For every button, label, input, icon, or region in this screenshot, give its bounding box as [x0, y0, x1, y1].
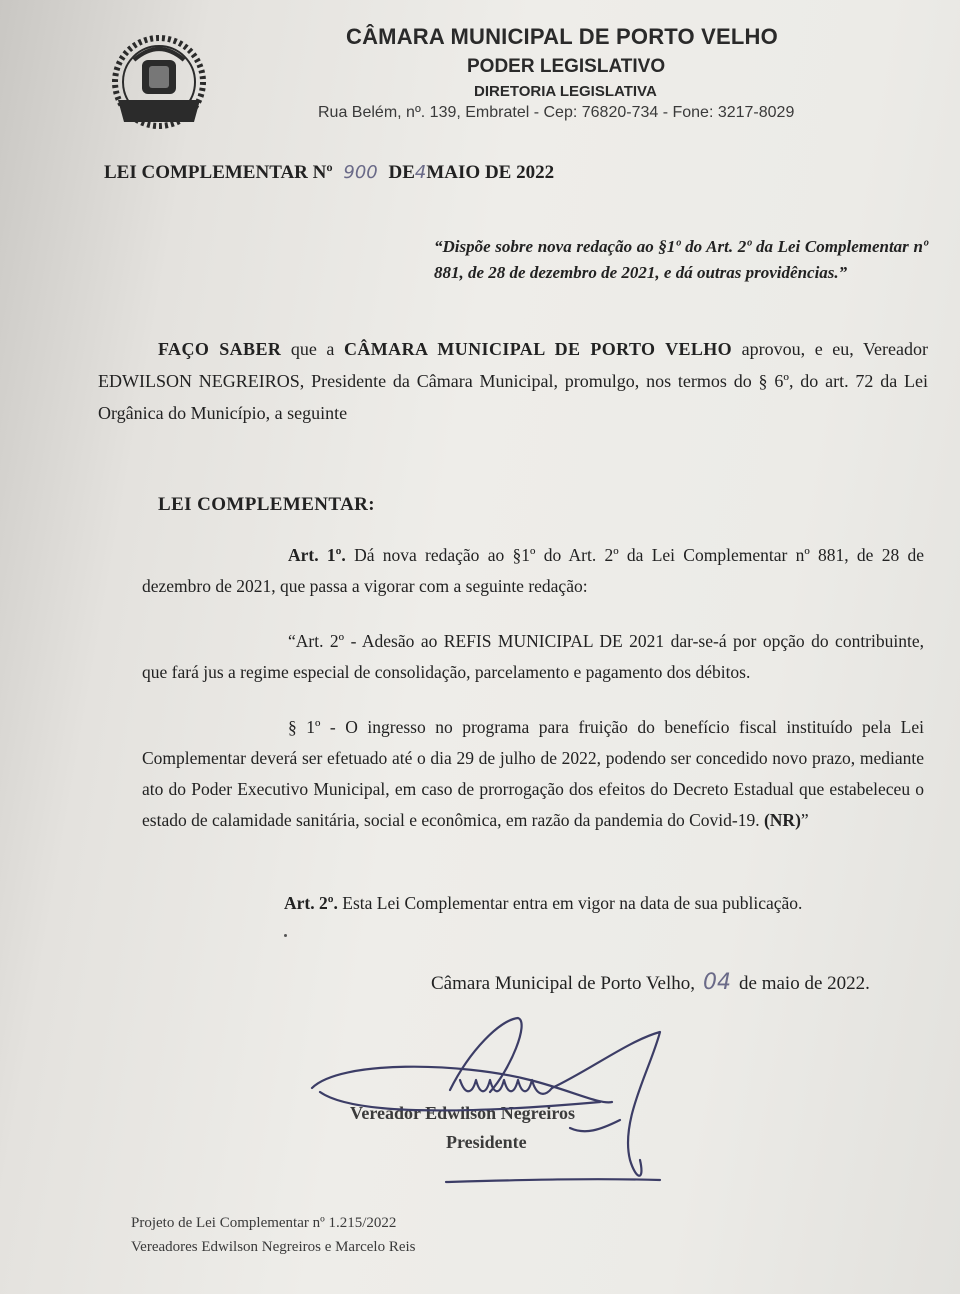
institution-title: CÂMARA MUNICIPAL DE PORTO VELHO: [346, 24, 778, 49]
paragraph-1-text: § 1º - O ingresso no programa para fruição do benefício fiscal instituído pela Lei Complementar deverá ser efetuado até o dia 29 de julho de 2022, podendo ser concedido novo prazo, mediante ato do Poder Executivo Municipal, em caso de prorrogação dos efeitos do Decreto Estadual que estabeleceu o estado de calamidade sanitária, social e econômica, em razão da pandemia do Covid-19.: [142, 717, 924, 830]
law-title: [104, 162, 554, 184]
article-2-label: Art. 2º.: [284, 893, 338, 913]
place-date-day-handwritten: 04: [703, 970, 732, 995]
directorate-title: DIRETORIA LEGISLATIVA: [474, 83, 657, 100]
article-1-label: Art. 1º.: [288, 545, 346, 565]
branch-title: PODER LEGISLATIVO: [467, 56, 666, 77]
law-day-handwritten: 4: [414, 162, 427, 183]
intro-bold-camara: CÂMARA MUNICIPAL DE PORTO VELHO: [343, 339, 733, 359]
intro-bold-faco-saber: FAÇO SABER: [158, 339, 282, 359]
intro-paragraph: [98, 333, 928, 429]
signatory-name: Vereador Edwilson Negreiros: [350, 1103, 576, 1123]
law-number-handwritten: 900: [343, 162, 378, 183]
place-date-prefix: Câmara Municipal de Porto Velho,: [431, 973, 696, 994]
article-2: [284, 893, 802, 914]
article-1: [142, 540, 924, 602]
quoted-article-2: “Art. 2º - Adesão ao REFIS MUNICIPAL DE 2021 dar-se-á por opção do contribuinte, que fará jus a regime especial de consolidação, parcelamento e pagamento dos débitos.: [142, 631, 924, 682]
address-line: Rua Belém, nº. 139, Embratel - Cep: 76820-734 - Fone: 3217-8029: [318, 104, 795, 121]
law-title-suffix: MAIO DE 2022: [426, 162, 555, 183]
place-date-suffix: de maio de 2022.: [739, 973, 870, 994]
paragraph-1: [142, 712, 924, 836]
paragraph-1-close: ”: [800, 810, 809, 830]
article-2-text: Esta Lei Complementar entra em vigor na data de sua publicação.: [337, 893, 803, 913]
footer-authors: Vereadores Edwilson Negreiros e Marcelo Reis: [131, 1239, 416, 1255]
article-1-text: Dá nova redação ao §1º do Art. 2º da Lei Complementar nº 881, de 28 de dezembro de 2021, que passa a vigorar com a seguinte redação:: [142, 545, 924, 596]
handwritten-signature: [300, 1010, 670, 1200]
footer-project: Projeto de Lei Complementar nº 1.215/2022: [131, 1215, 397, 1231]
intro-text-1: que a: [281, 339, 344, 359]
law-ementa: “Dispõe sobre nova redação ao §1º do Art. 2º da Lei Complementar nº 881, de 28 de dezembro de 2021, e dá outras providências.”: [434, 237, 928, 282]
stray-mark: [284, 934, 287, 937]
paragraph-1-nr: (NR): [763, 810, 801, 830]
section-heading: LEI COMPLEMENTAR:: [158, 494, 376, 515]
intro-text-2: aprovou, e eu, Vereador EDWILSON NEGREIROS, Presidente da Câmara Municipal, promulgo, nos termos do § 6º, do art. 72 da Lei Orgânica do Município, a seguinte: [98, 339, 928, 423]
place-date: [431, 970, 870, 995]
signatory-role: Presidente: [446, 1132, 527, 1152]
law-title-prefix: LEI COMPLEMENTAR Nº: [104, 162, 333, 183]
municipal-emblem-icon: [104, 30, 214, 132]
law-title-de: DE: [388, 162, 415, 183]
